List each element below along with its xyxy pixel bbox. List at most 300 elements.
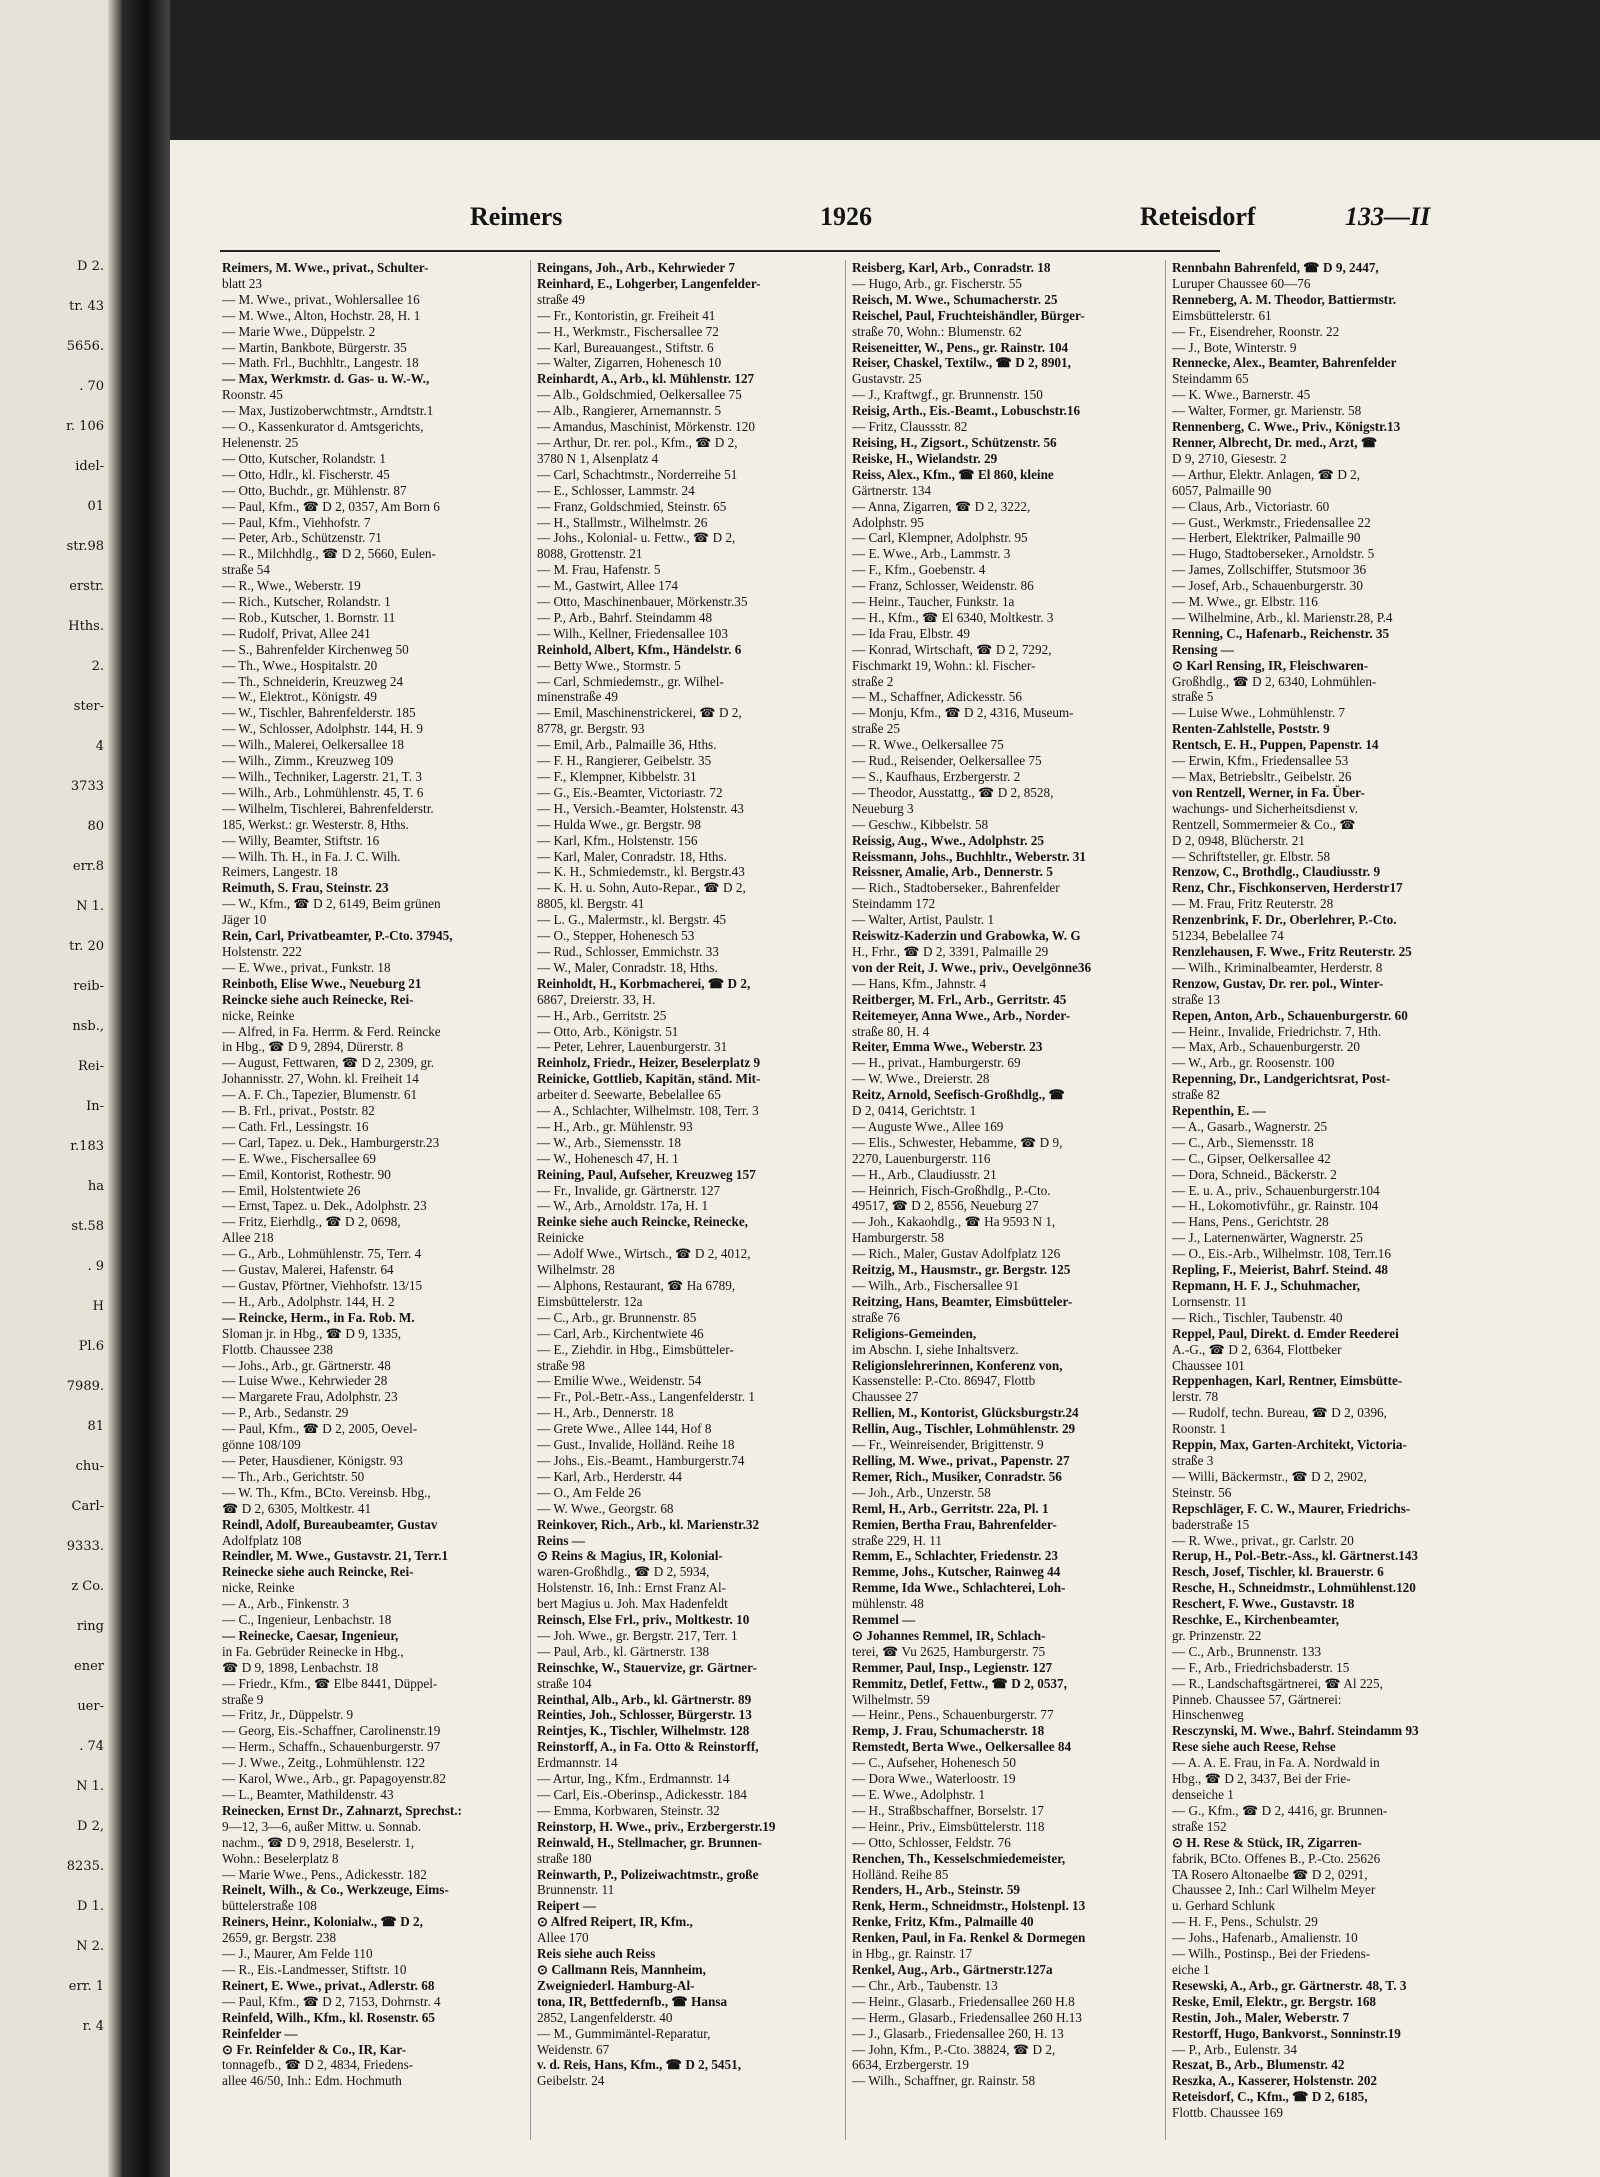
directory-entry: — O., Kassenkurator d. Amtsgerichts, bbox=[222, 419, 424, 435]
directory-entry: Remer, Rich., Musiker, Conradstr. 56 bbox=[852, 1468, 1062, 1484]
directory-entry: straße 2 bbox=[852, 673, 894, 689]
directory-entry: Adolphstr. 95 bbox=[852, 514, 924, 530]
directory-entry: Repenning, Dr., Landgerichtsrat, Post- bbox=[1172, 1071, 1391, 1087]
left-page-strip bbox=[0, 0, 122, 2177]
directory-entry: Reinholdt, H., Korbmacherei, ☎ D 2, bbox=[537, 975, 751, 991]
directory-entry: Reinsch, Else Frl., priv., Moltkestr. 10 bbox=[537, 1612, 750, 1628]
directory-entry: Rentsch, E. H., Puppen, Papenstr. 14 bbox=[1172, 737, 1379, 753]
directory-entry: — Wilhelmine, Arb., kl. Marienstr.28, P.4 bbox=[1172, 609, 1393, 625]
directory-entry: — Reincke, Herm., in Fa. Rob. M. bbox=[222, 1309, 415, 1325]
directory-entry: — Johs., Eis.-Beamt., Hamburgerstr.74 bbox=[537, 1452, 745, 1468]
directory-entry: — P., Arb., Eulenstr. 34 bbox=[1172, 2041, 1297, 2057]
directory-entry: — Karl, Maler, Conradstr. 18, Hths. bbox=[537, 848, 727, 864]
directory-entry: D 9, 2710, Giesestr. 2 bbox=[1172, 450, 1287, 466]
directory-entry: Reingans, Joh., Arb., Kehrwieder 7 bbox=[537, 260, 735, 275]
directory-entry: — Hulda Wwe., gr. Bergstr. 98 bbox=[537, 816, 701, 832]
directory-entry: — Wilh., Techniker, Lagerstr. 21, T. 3 bbox=[222, 769, 422, 784]
directory-entry: H., Frhr., ☎ D 2, 3391, Palmaille 29 bbox=[852, 943, 1049, 959]
directory-entry: im Abschn. I, siehe Inhaltsverz. bbox=[852, 1341, 1019, 1357]
directory-entry: Reisig, Arth., Eis.-Beamt., Lobuschstr.16 bbox=[852, 403, 1081, 419]
directory-entry: baderstraße 15 bbox=[1172, 1516, 1250, 1532]
directory-entry: — James, Zollschiffer, Stutsmoor 36 bbox=[1172, 562, 1367, 578]
directory-entry: — Math. Frl., Buchhltr., Langestr. 18 bbox=[222, 355, 419, 371]
directory-entry: Reinstorff, A., in Fa. Otto & Reinstorff, bbox=[537, 1739, 759, 1755]
directory-entry: — J., Bote, Winterstr. 9 bbox=[1172, 339, 1297, 355]
directory-entry: arbeiter d. Seewarte, Bebelallee 65 bbox=[537, 1087, 721, 1103]
directory-entry: — E. Wwe., Arb., Lammstr. 3 bbox=[852, 546, 1011, 562]
directory-entry: — Gustav, Malerei, Hafenstr. 64 bbox=[222, 1262, 394, 1278]
directory-entry: — Otto, Maschinenbauer, Mörkenstr.35 bbox=[537, 594, 748, 610]
directory-entry: in Fa. Gebrüder Reinecke in Hbg., bbox=[222, 1643, 404, 1659]
directory-entry: — G., Kfm., ☎ D 2, 4416, gr. Brunnen- bbox=[1172, 1802, 1388, 1818]
directory-entry: ⊙ Fr. Reinfelder & Co., IR, Kar- bbox=[222, 2041, 407, 2057]
directory-entry: 6057, Palmaille 90 bbox=[1172, 482, 1272, 498]
directory-entry: — Th., Schneiderin, Kreuzweg 24 bbox=[222, 673, 404, 689]
directory-entry: — Rudolf, techn. Bureau, ☎ D 2, 0396, bbox=[1172, 1405, 1387, 1421]
directory-entry: — Peter, Lehrer, Lauenburgerstr. 31 bbox=[537, 1039, 728, 1055]
directory-entry: Renzow, C., Brothdlg., Claudiusstr. 9 bbox=[1172, 864, 1381, 880]
directory-entry: — Reinecke, Caesar, Ingenieur, bbox=[222, 1627, 399, 1643]
directory-entry: gönne 108/109 bbox=[222, 1437, 301, 1453]
directory-entry: Erdmannstr. 14 bbox=[537, 1755, 618, 1771]
left-page-fragment: ring bbox=[76, 1619, 104, 1634]
directory-entry: — H., Versich.-Beamter, Holstenstr. 43 bbox=[537, 800, 744, 816]
directory-entry: Reinboth, Elise Wwe., Neueburg 21 bbox=[222, 975, 422, 991]
directory-entry: Reske, Emil, Elektr., gr. Bergstr. 168 bbox=[1172, 1993, 1377, 2009]
directory-entry: — John, Kfm., P.-Cto. 38824, ☎ D 2, bbox=[852, 2041, 1056, 2057]
directory-entry: — M., Gastwirt, Allee 174 bbox=[537, 578, 679, 594]
left-page-fragment: err.8 bbox=[72, 859, 104, 874]
book-gutter bbox=[122, 0, 170, 2177]
directory-entry: Eimsbüttelerstr. 12a bbox=[537, 1293, 643, 1309]
directory-entry: Remp, J. Frau, Schumacherstr. 18 bbox=[852, 1723, 1045, 1739]
directory-entry: Zweigniederl. Hamburg-Al- bbox=[537, 1977, 695, 1993]
directory-entry: — Heinr., Pens., Schauenburgerstr. 77 bbox=[852, 1707, 1054, 1723]
directory-entry: Renke, Fritz, Kfm., Palmaille 40 bbox=[852, 1914, 1034, 1930]
left-page-fragment: Rei- bbox=[77, 1059, 104, 1074]
directory-entry: Luruper Chaussee 60—76 bbox=[1172, 275, 1311, 291]
directory-entry: Reissner, Amalie, Arb., Dennerstr. 5 bbox=[852, 864, 1053, 880]
directory-entry: — Luise Wwe., Lohmühlenstr. 7 bbox=[1172, 705, 1346, 721]
directory-entry: — Hans, Pens., Gerichtstr. 28 bbox=[1172, 1214, 1329, 1230]
directory-entry: in Hbg., ☎ D 9, 2894, Dürerstr. 8 bbox=[222, 1039, 404, 1055]
directory-entry: Remmitz, Detlef, Fettw., ☎ D 2, 0537, bbox=[852, 1675, 1067, 1691]
directory-entry: Reitzing, Hans, Beamter, Eimsbütteler- bbox=[852, 1293, 1073, 1309]
directory-entry: — Fr., Pol.-Betr.-Ass., Langenfelderstr. 1 bbox=[537, 1389, 755, 1405]
directory-entry: fabrik, BCto. Offenes B., P.-Cto. 25626 bbox=[1172, 1850, 1381, 1866]
directory-entry: — Carl, Schmiedemstr., gr. Wilhel- bbox=[537, 673, 724, 689]
directory-entry: — W. Th., Kfm., BCto. Vereinsb. Hbg., bbox=[222, 1484, 431, 1500]
directory-entry: Helenenstr. 25 bbox=[222, 434, 299, 450]
directory-entry: Reisch, M. Wwe., Schumacherstr. 25 bbox=[852, 291, 1058, 307]
directory-entry: — Rich., Stadtoberseker., Bahrenfelder bbox=[852, 880, 1060, 896]
directory-entry: Reiners, Heinr., Kolonialw., ☎ D 2, bbox=[222, 1914, 423, 1930]
column-divider bbox=[845, 260, 846, 2140]
directory-entry: Repen, Anton, Arb., Schauenburgerstr. 60 bbox=[1172, 1007, 1408, 1023]
directory-entry: — Carl, Klempner, Adolphstr. 95 bbox=[852, 530, 1028, 546]
directory-entry: — Ernst, Tapez. u. Dek., Adolphstr. 23 bbox=[222, 1198, 427, 1214]
directory-entry: Allee 170 bbox=[537, 1930, 589, 1946]
directory-entry: — Alb., Rangierer, Arnemannstr. 5 bbox=[537, 403, 722, 419]
directory-entry: Renzenbrink, F. Dr., Oberlehrer, P.-Cto. bbox=[1172, 912, 1397, 928]
left-page-fragment: ha bbox=[87, 1179, 104, 1194]
directory-entry: Holstenstr. 16, Inh.: Ernst Franz Al- bbox=[537, 1580, 727, 1596]
directory-entry: — Th., Arb., Gerichtstr. 50 bbox=[222, 1468, 365, 1484]
directory-entry: Remme, Ida Wwe., Schlachterei, Loh- bbox=[852, 1580, 1066, 1596]
directory-entry: — Rud., Schlosser, Emmichstr. 33 bbox=[537, 943, 719, 959]
left-page-fragment: tr. 20 bbox=[69, 939, 104, 954]
directory-entry: — Herm., Schaffn., Schauenburgerstr. 97 bbox=[222, 1739, 441, 1755]
directory-entry: von der Reit, J. Wwe., priv., Oevelgönne36 bbox=[852, 959, 1092, 975]
directory-entry: — Joh., Kakaohdlg., ☎ Ha 9593 N 1, bbox=[852, 1214, 1056, 1230]
directory-entry: v. d. Reis, Hans, Kfm., ☎ D 2, 5451, bbox=[537, 2057, 741, 2073]
directory-entry: 2659, gr. Bergstr. 238 bbox=[222, 1930, 337, 1946]
directory-entry: Religions-Gemeinden, bbox=[852, 1325, 977, 1341]
directory-entry: Brunnenstr. 11 bbox=[537, 1882, 615, 1898]
directory-entry: Reiter, Emma Wwe., Weberstr. 23 bbox=[852, 1039, 1043, 1055]
directory-entry: — Emil, Holstentwiete 26 bbox=[222, 1182, 361, 1198]
directory-entry: Gärtnerstr. 134 bbox=[852, 482, 932, 498]
directory-entry: — A., Arb., Finkenstr. 3 bbox=[222, 1596, 350, 1612]
directory-entry: — Elis., Schwester, Hebamme, ☎ D 9, bbox=[852, 1134, 1063, 1150]
directory-entry: Reinfelder — bbox=[222, 2025, 298, 2041]
directory-entry: — Carl, Tapez. u. Dek., Hamburgerstr.23 bbox=[222, 1134, 440, 1150]
directory-entry: — Johs., Kolonial- u. Fettw., ☎ D 2, bbox=[537, 530, 736, 546]
directory-entry: Jäger 10 bbox=[222, 912, 267, 928]
directory-entry: — G., Eis.-Beamter, Victoriastr. 72 bbox=[537, 784, 723, 800]
directory-entry: — J. Wwe., Zeitg., Lohmühlenstr. 122 bbox=[222, 1755, 426, 1771]
directory-entry: Reitberger, M. Frl., Arb., Gerritstr. 45 bbox=[852, 991, 1067, 1007]
directory-entry: Fischmarkt 19, Wohn.: kl. Fischer- bbox=[852, 657, 1036, 673]
directory-entry: straße 70, Wohn.: Blumenstr. 62 bbox=[852, 323, 1022, 339]
directory-entry: Reschke, E., Kirchenbeamter, bbox=[1172, 1612, 1340, 1628]
left-page-fragment: 5656. bbox=[66, 339, 104, 354]
directory-entry: — Chr., Arb., Taubenstr. 13 bbox=[852, 1977, 998, 1993]
directory-entry: — Geschw., Kibbelstr. 58 bbox=[852, 816, 989, 832]
directory-entry: — E., Schlosser, Lammstr. 24 bbox=[537, 482, 695, 498]
directory-entry: — H., Arb., Dennerstr. 18 bbox=[537, 1405, 674, 1421]
directory-entry: ⊙ Alfred Reipert, IR, Kfm., bbox=[537, 1914, 693, 1930]
left-page-fragment: 2. bbox=[91, 659, 104, 674]
directory-entry: — C., Gipser, Oelkersallee 42 bbox=[1172, 1150, 1331, 1166]
directory-entry: Reinhold, Albert, Kfm., Händelstr. 6 bbox=[537, 641, 742, 657]
left-page-fragment: . 74 bbox=[79, 1739, 104, 1754]
directory-entry: Restorff, Hugo, Bankvorst., Sonninstr.19 bbox=[1172, 2025, 1401, 2041]
directory-entry: Reiske, H., Wielandstr. 29 bbox=[852, 450, 998, 466]
directory-entry: — Arthur, Elektr. Anlagen, ☎ D 2, bbox=[1172, 466, 1361, 482]
directory-entry: — Karol, Wwe., Arb., gr. Papagoyenstr.82 bbox=[222, 1771, 446, 1787]
directory-entry: — H. F., Pens., Schulstr. 29 bbox=[1172, 1914, 1318, 1930]
directory-entry: nachm., ☎ D 9, 2918, Beselerstr. 1, bbox=[222, 1834, 415, 1850]
directory-entry: — E., Ziehdir. in Hbg., Eimsbütteler- bbox=[537, 1341, 734, 1357]
directory-entry: — Heinr., Invalide, Friedrichstr. 7, Hth. bbox=[1172, 1023, 1382, 1039]
directory-entry: Weidenstr. 67 bbox=[537, 2041, 610, 2057]
directory-entry: — C., Aufseher, Hohenesch 50 bbox=[852, 1755, 1016, 1771]
directory-entry: — Heinr., Priv., Eimsbüttelerstr. 118 bbox=[852, 1818, 1045, 1834]
directory-entry: — E. Wwe., Adolphstr. 1 bbox=[852, 1787, 986, 1802]
directory-entry: Rellien, M., Kontorist, Glücksburgstr.24 bbox=[852, 1405, 1079, 1421]
directory-entry: 185, Werkst.: gr. Westerstr. 8, Hths. bbox=[222, 816, 409, 832]
left-page-fragment: nsb., bbox=[72, 1019, 104, 1034]
directory-entry: — Walter, Zigarren, Hohenesch 10 bbox=[537, 355, 722, 371]
directory-entry: — M., Gummimäntel-Reparatur, bbox=[537, 2025, 711, 2041]
directory-entry: Steindamm 172 bbox=[852, 896, 936, 912]
directory-entry: — H., Kfm., ☎ El 6340, Moltkestr. 3 bbox=[852, 609, 1054, 625]
directory-entry: Reinkover, Rich., Arb., kl. Marienstr.32 bbox=[537, 1516, 760, 1532]
directory-entry: — Otto, Buchdr., gr. Mühlenstr. 87 bbox=[222, 482, 407, 498]
directory-entry: — Wilh. Th. H., in Fa. J. C. Wilh. bbox=[222, 848, 401, 864]
directory-entry: — Ida Frau, Elbstr. 49 bbox=[852, 625, 970, 641]
directory-entry: Reinhard, E., Lohgerber, Langenfelder- bbox=[537, 275, 761, 291]
directory-entry: Adolfplatz 108 bbox=[222, 1532, 302, 1548]
directory-entry: — Alfred, in Fa. Herrm. & Ferd. Reincke bbox=[222, 1023, 441, 1039]
directory-entry: Remm, E., Schlachter, Friedenstr. 23 bbox=[852, 1548, 1058, 1564]
directory-entry: — O., Eis.-Arb., Wilhelmstr. 108, Terr.16 bbox=[1172, 1246, 1391, 1262]
directory-entry: D 2, 0414, Gerichtstr. 1 bbox=[852, 1103, 977, 1119]
directory-entry: — Fritz, Claussstr. 82 bbox=[852, 419, 968, 435]
directory-entry: straße 229, H. 11 bbox=[852, 1532, 942, 1548]
directory-entry: — Wilh., Zimm., Kreuzweg 109 bbox=[222, 753, 394, 769]
directory-entry: — K. H. u. Sohn, Auto-Repar., ☎ D 2, bbox=[537, 880, 746, 896]
directory-entry: — R., Wwe., Weberstr. 19 bbox=[222, 578, 361, 594]
directory-entry: Holstenstr. 222 bbox=[222, 943, 302, 959]
left-page-fragment: 80 bbox=[87, 819, 104, 834]
directory-entry: — Theodor, Ausstattg., ☎ D 2, 8528, bbox=[852, 784, 1054, 800]
directory-entry: nicke, Reinke bbox=[222, 1007, 295, 1023]
directory-entry: Holländ. Reihe 85 bbox=[852, 1866, 949, 1882]
directory-entry: Resch, Josef, Tischler, kl. Brauerstr. 6 bbox=[1172, 1564, 1384, 1580]
directory-entry: — Wilh., Schaffner, gr. Rainstr. 58 bbox=[852, 2073, 1036, 2089]
left-page-fragment: In- bbox=[86, 1099, 104, 1114]
directory-entry: 51234, Bebelallee 74 bbox=[1172, 928, 1284, 944]
directory-entry: — Carl, Schachtmstr., Norderreihe 51 bbox=[537, 466, 738, 482]
left-page-fragment: N 2. bbox=[76, 1939, 104, 1954]
directory-entry: — K. H., Schmiedemstr., kl. Bergstr.43 bbox=[537, 864, 745, 880]
directory-entry: — Dora Wwe., Waterloostr. 19 bbox=[852, 1771, 1016, 1787]
directory-entry: Reinke siehe auch Reincke, Reinecke, bbox=[537, 1214, 748, 1230]
directory-entry: ⊙ Karl Rensing, IR, Fleischwaren- bbox=[1172, 657, 1369, 673]
directory-entry: Reinelt, Wilh., & Co., Werkzeuge, Eims- bbox=[222, 1882, 449, 1898]
column-divider bbox=[530, 260, 531, 2140]
directory-entry: — R. Wwe., privat., gr. Carlstr. 20 bbox=[1172, 1532, 1354, 1548]
header-left-keyword: Reimers bbox=[470, 202, 563, 231]
directory-entry: — Peter, Arb., Schützenstr. 71 bbox=[222, 530, 382, 546]
directory-entry: tonnagefb., ☎ D 2, 4834, Friedens- bbox=[222, 2057, 414, 2073]
directory-entry: — Rich., Tischler, Taubenstr. 40 bbox=[1172, 1309, 1343, 1325]
directory-entry: — Erwin, Kfm., Friedensallee 53 bbox=[1172, 753, 1349, 769]
directory-entry: Reimers, Langestr. 18 bbox=[222, 864, 338, 880]
directory-entry: — F., Kfm., Goebenstr. 4 bbox=[852, 562, 986, 578]
directory-entry: Resczynski, M. Wwe., Bahrf. Steindamm 93 bbox=[1172, 1723, 1419, 1739]
directory-entry: — H., Arb., Claudiusstr. 21 bbox=[852, 1166, 997, 1182]
directory-entry: Reschert, F. Wwe., Gustavstr. 18 bbox=[1172, 1596, 1355, 1612]
directory-entry: — Claus, Arb., Victoriastr. 60 bbox=[1172, 498, 1330, 514]
directory-entry: Reinholz, Friedr., Heizer, Beselerplatz 9 bbox=[537, 1055, 761, 1071]
directory-entry: waren-Großhdlg., ☎ D 2, 5934, bbox=[537, 1564, 710, 1580]
directory-entry: wachungs- und Sicherheitsdienst v. bbox=[1172, 800, 1358, 816]
directory-entry: — R. Wwe., Oelkersallee 75 bbox=[852, 737, 1004, 753]
directory-entry: Remstedt, Berta Wwe., Oelkersallee 84 bbox=[852, 1739, 1072, 1755]
directory-entry: Rentzell, Sommermeier & Co., ☎ bbox=[1172, 816, 1356, 832]
directory-entry: Großhdlg., ☎ D 2, 6340, Lohmühlen- bbox=[1172, 673, 1377, 689]
directory-entry: Reincke siehe auch Reinecke, Rei- bbox=[222, 991, 414, 1007]
directory-entry: Hinschenweg bbox=[1172, 1707, 1244, 1723]
directory-entry: Renner, Albrecht, Dr. med., Arzt, ☎ bbox=[1172, 434, 1378, 450]
directory-entry: straße 9 bbox=[222, 1691, 264, 1707]
directory-entry: Wohn.: Beselerplatz 8 bbox=[222, 1850, 339, 1866]
directory-entry: — J., Maurer, Am Felde 110 bbox=[222, 1946, 373, 1962]
directory-entry: — Willy, Beamter, Stiftstr. 16 bbox=[222, 832, 380, 848]
directory-entry: — Heinr., Glasarb., Friedensallee 260 H.8 bbox=[852, 1993, 1075, 2009]
directory-entry: — C., Arb., Brunnenstr. 133 bbox=[1172, 1643, 1322, 1659]
directory-entry: büttelerstraße 108 bbox=[222, 1898, 317, 1914]
directory-entry: straße 82 bbox=[1172, 1087, 1220, 1103]
directory-entry: 9—12, 3—6, außer Mittw. u. Sonnab. bbox=[222, 1818, 422, 1834]
directory-entry: — E. u. A., priv., Schauenburgerstr.104 bbox=[1172, 1182, 1380, 1198]
directory-entry: — Georg, Eis.-Schaffner, Carolinenstr.19 bbox=[222, 1723, 441, 1739]
directory-entry: — W., Tischler, Bahrenfelderstr. 185 bbox=[222, 705, 416, 721]
directory-entry: — Otto, Schlosser, Feldstr. 76 bbox=[852, 1834, 1011, 1850]
directory-entry: Reszka, A., Kasserer, Holstenstr. 202 bbox=[1172, 2073, 1378, 2089]
directory-entry: — H., Stallmstr., Wilhelmstr. 26 bbox=[537, 514, 708, 530]
directory-entry: Rennecke, Alex., Beamter, Bahrenfelder bbox=[1172, 355, 1397, 371]
directory-entry: Repschläger, F. C. W., Maurer, Friedrichs- bbox=[1172, 1500, 1411, 1516]
directory-entry: — M. Wwe., gr. Elbstr. 116 bbox=[1172, 594, 1318, 610]
directory-entry: — H., Arb., Adolphstr. 144, H. 2 bbox=[222, 1293, 395, 1309]
directory-entry: 8805, kl. Bergstr. 41 bbox=[537, 896, 645, 912]
directory-entry: Roonstr. 1 bbox=[1172, 1421, 1227, 1437]
directory-entry: Relling, M. Wwe., privat., Papenstr. 27 bbox=[852, 1452, 1070, 1468]
directory-entry: Reinfeld, Wilh., Kfm., kl. Rosenstr. 65 bbox=[222, 2009, 435, 2025]
directory-entry: — Gustav, Pförtner, Viehhofstr. 13/15 bbox=[222, 1278, 423, 1293]
directory-entry: denseiche 1 bbox=[1172, 1787, 1234, 1802]
directory-page bbox=[170, 140, 1600, 2177]
directory-entry: — Herm., Glasarb., Friedensallee 260 H.13 bbox=[852, 2009, 1082, 2025]
left-page-fragment: err. 1 bbox=[68, 1979, 104, 1994]
directory-entry: Remmer, Paul, Insp., Legienstr. 127 bbox=[852, 1659, 1053, 1675]
directory-entry: — Franz, Goldschmied, Steinstr. 65 bbox=[537, 498, 727, 514]
directory-entry: Repling, F., Meierist, Bahrf. Steind. 48 bbox=[1172, 1262, 1389, 1278]
directory-entry: 2852, Langenfelderstr. 40 bbox=[537, 2009, 673, 2025]
directory-entry: Reinstorp, H. Wwe., priv., Erzbergerstr.19 bbox=[537, 1818, 776, 1834]
directory-entry: — H., Arb., gr. Mühlenstr. 93 bbox=[537, 1118, 693, 1134]
directory-entry: Reitzig, M., Hausmstr., gr. Bergstr. 125 bbox=[852, 1262, 1071, 1278]
directory-entry: — Paul, Kfm., Viehhofstr. 7 bbox=[222, 514, 371, 530]
directory-entry: Hamburgerstr. 58 bbox=[852, 1230, 945, 1246]
directory-entry: Reitemeyer, Anna Wwe., Arb., Norder- bbox=[852, 1007, 1071, 1023]
directory-entry: — A. A. E. Frau, in Fa. A. Nordwald in bbox=[1172, 1755, 1380, 1771]
directory-entry: straße 76 bbox=[852, 1309, 900, 1325]
directory-entry: Rennbahn Bahrenfeld, ☎ D 9, 2447, bbox=[1172, 260, 1379, 275]
directory-entry: — M. Frau, Hafenstr. 5 bbox=[537, 562, 661, 578]
directory-entry: Reinwald, H., Stellmacher, gr. Brunnen- bbox=[537, 1834, 763, 1850]
column-2 bbox=[537, 260, 815, 2089]
directory-entry: Reins — bbox=[537, 1532, 585, 1548]
directory-entry: allee 46/50, Inh.: Edm. Hochmuth bbox=[222, 2073, 402, 2089]
directory-entry: u. Gerhard Schlunk bbox=[1172, 1898, 1275, 1914]
directory-entry: Resewski, A., Arb., gr. Gärtnerstr. 48, T. 3 bbox=[1172, 1977, 1407, 1993]
directory-entry: Reiseneitter, W., Pens., gr. Rainstr. 104 bbox=[852, 339, 1069, 355]
directory-entry: — C., Arb., Siemensstr. 18 bbox=[1172, 1134, 1314, 1150]
directory-entry: Resche, H., Schneidmstr., Lohmühlenst.120 bbox=[1172, 1580, 1416, 1596]
column-1 bbox=[222, 260, 500, 2089]
directory-entry: — Max, Arb., Schauenburgerstr. 20 bbox=[1172, 1039, 1361, 1055]
directory-entry: Eimsbüttelerstr. 61 bbox=[1172, 307, 1272, 323]
directory-entry: — M. Wwe., Alton, Hochstr. 28, H. 1 bbox=[222, 307, 421, 323]
column-divider bbox=[1165, 260, 1166, 2140]
directory-entry: Johannisstr. 27, Wohn. kl. Freiheit 14 bbox=[222, 1071, 419, 1087]
left-page-fragment: N 1. bbox=[76, 1779, 104, 1794]
directory-entry: — Emil, Maschinenstrickerei, ☎ D 2, bbox=[537, 705, 742, 721]
directory-entry: — P., Arb., Sedanstr. 29 bbox=[222, 1405, 349, 1421]
directory-entry: terei, ☎ Vu 2625, Hamburgerstr. 75 bbox=[852, 1643, 1046, 1659]
directory-entry: Rein, Carl, Privatbeamter, P.-Cto. 37945, bbox=[222, 928, 453, 944]
directory-entry: Renk, Herm., Schneidmstr., Holstenpl. 13 bbox=[852, 1898, 1086, 1914]
directory-entry: Remien, Bertha Frau, Bahrenfelder- bbox=[852, 1516, 1057, 1532]
directory-entry: — Wilh., Kriminalbeamter, Herderstr. 8 bbox=[1172, 959, 1383, 975]
directory-entry: Chaussee 27 bbox=[852, 1389, 919, 1405]
left-page-fragment: 9333. bbox=[66, 1539, 104, 1554]
directory-entry: — W., Elektrot., Königstr. 49 bbox=[222, 689, 377, 705]
left-page-fragment: Pl.6 bbox=[78, 1339, 104, 1354]
directory-entry: — Amandus, Maschinist, Mörkenstr. 120 bbox=[537, 419, 755, 435]
directory-entry: — P., Arb., Bahrf. Steindamm 48 bbox=[537, 609, 713, 625]
directory-entry: Reinthal, Alb., Arb., kl. Gärtnerstr. 89 bbox=[537, 1691, 752, 1707]
directory-entry: Reml, H., Arb., Gerritstr. 22a, Pl. 1 bbox=[852, 1500, 1049, 1516]
directory-entry: — Karl, Bureauangest., Stiftstr. 6 bbox=[537, 339, 714, 355]
directory-entry: — A., Schlachter, Wilhelmstr. 108, Terr. 3 bbox=[537, 1103, 759, 1119]
directory-entry: — Fritz, Jr., Düppelstr. 9 bbox=[222, 1707, 354, 1723]
directory-entry: Reppel, Paul, Direkt. d. Emder Reederei bbox=[1172, 1325, 1399, 1341]
directory-entry: 8778, gr. Bergstr. 93 bbox=[537, 721, 645, 737]
directory-entry: — Max, Werkmstr. d. Gas- u. W.-W., bbox=[222, 371, 430, 387]
directory-entry: — J., Glasarb., Friedensallee 260, H. 13 bbox=[852, 2025, 1064, 2041]
page-top-dark bbox=[170, 0, 1600, 140]
directory-entry: Reintjes, K., Tischler, Wilhelmstr. 128 bbox=[537, 1723, 750, 1739]
directory-entry: A.-G., ☎ D 2, 6364, Flottbeker bbox=[1172, 1341, 1342, 1357]
directory-entry: Renders, H., Arb., Steinstr. 59 bbox=[852, 1882, 1021, 1898]
left-page-fragment: Hths. bbox=[68, 619, 104, 634]
directory-entry: — S., Kaufhaus, Erzbergerstr. 2 bbox=[852, 769, 1021, 784]
directory-entry: — Emma, Korbwaren, Steinstr. 32 bbox=[537, 1802, 720, 1818]
directory-entry: — Carl, Arb., Kirchentwiete 46 bbox=[537, 1325, 704, 1341]
directory-entry: Reischel, Paul, Fruchteishändler, Bürger- bbox=[852, 307, 1085, 323]
directory-entry: Renz, Chr., Fischkonserven, Herderstr17 bbox=[1172, 880, 1403, 896]
directory-entry: — August, Fettwaren, ☎ D 2, 2309, gr. bbox=[222, 1055, 435, 1071]
directory-entry: Rese siehe auch Reese, Rehse bbox=[1172, 1739, 1336, 1755]
directory-entry: — Wilh., Malerei, Oelkersallee 18 bbox=[222, 737, 404, 753]
directory-entry: — Karl, Arb., Herderstr. 44 bbox=[537, 1468, 683, 1484]
directory-entry: — Max, Justizoberwchtmstr., Arndtstr.1 bbox=[222, 403, 434, 419]
directory-entry: — Wilh., Arb., Lohmühlenstr. 45, T. 6 bbox=[222, 784, 424, 800]
directory-entry: Reining, Paul, Aufseher, Kreuzweg 157 bbox=[537, 1166, 756, 1182]
directory-entry: — Hans, Kfm., Jahnstr. 4 bbox=[852, 975, 987, 991]
directory-entry: — K. Wwe., Barnerstr. 45 bbox=[1172, 387, 1311, 403]
directory-entry: — M. Wwe., privat., Wohlersallee 16 bbox=[222, 291, 420, 307]
directory-entry: — Otto, Arb., Königstr. 51 bbox=[537, 1023, 679, 1039]
directory-entry: — Karl, Kfm., Holstenstr. 156 bbox=[537, 832, 698, 848]
directory-entry: ⊙ H. Rese & Stück, IR, Zigarren- bbox=[1172, 1834, 1362, 1850]
directory-entry: — H., Arb., Gerritstr. 25 bbox=[537, 1007, 667, 1023]
left-page-fragment: . 70 bbox=[79, 379, 104, 394]
directory-entry: straße 180 bbox=[537, 1850, 592, 1866]
directory-entry: straße 98 bbox=[537, 1357, 585, 1373]
directory-entry: Reisberg, Karl, Arb., Conradstr. 18 bbox=[852, 260, 1051, 275]
directory-entry: — Marie Wwe., Düppelstr. 2 bbox=[222, 323, 376, 339]
header-rule bbox=[220, 250, 1220, 252]
directory-entry: Renneberg, A. M. Theodor, Battiermstr. bbox=[1172, 291, 1397, 307]
directory-entry: ⊙ Callmann Reis, Mannheim, bbox=[537, 1961, 706, 1977]
